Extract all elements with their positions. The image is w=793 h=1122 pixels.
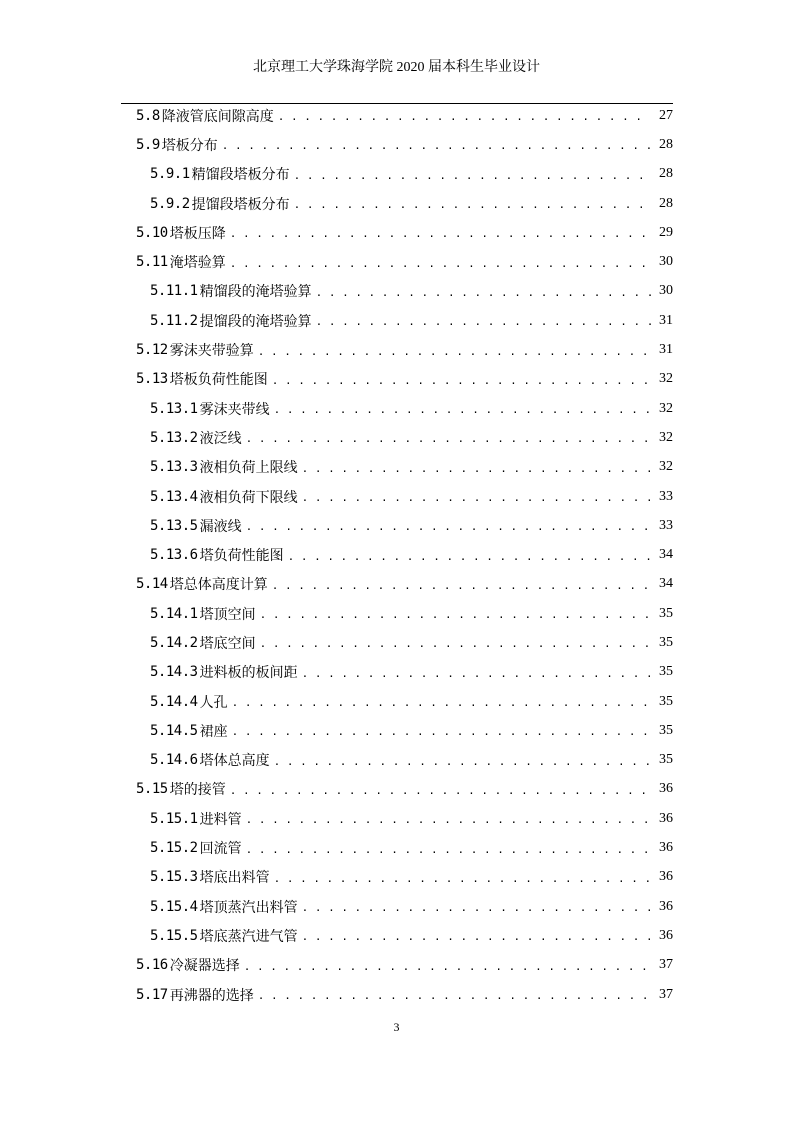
toc-entry-page: 36 bbox=[659, 781, 673, 797]
toc-dot-leader bbox=[222, 139, 651, 152]
toc-entry-number: 5.15.3 bbox=[150, 869, 198, 886]
toc-entry-title: 塔体总高度 bbox=[199, 753, 270, 770]
toc-entry[interactable] bbox=[136, 130, 673, 159]
toc-entry[interactable] bbox=[136, 687, 673, 716]
toc-entry-page: 29 bbox=[659, 224, 673, 240]
toc-entry-page: 35 bbox=[659, 634, 673, 650]
toc-dot-leader bbox=[230, 784, 651, 797]
toc-entry-number: 5.14.5 bbox=[150, 722, 198, 739]
toc-entry[interactable] bbox=[136, 365, 673, 394]
toc-dot-leader bbox=[232, 696, 651, 709]
toc-entry-page: 35 bbox=[659, 752, 673, 768]
toc-entry-title: 塔的接管 bbox=[169, 782, 226, 799]
toc-entry-title: 精馏段塔板分布 bbox=[191, 167, 290, 184]
toc-dot-leader bbox=[274, 403, 651, 416]
toc-dot-leader bbox=[302, 667, 651, 680]
toc-entry-page: 37 bbox=[659, 957, 673, 973]
toc-dot-leader bbox=[246, 813, 651, 826]
toc-entry-number: 5.13.5 bbox=[150, 517, 198, 534]
toc-entry-page: 33 bbox=[659, 517, 673, 533]
toc-entry-title: 提馏段的淹塔验算 bbox=[199, 313, 312, 330]
toc-entry-number: 5.15.1 bbox=[150, 810, 198, 827]
toc-entry-page: 28 bbox=[659, 195, 673, 211]
running-header: 北京理工大学珠海学院 2020 届本科生毕业设计 bbox=[253, 60, 540, 75]
toc-entry[interactable] bbox=[136, 511, 673, 540]
toc-entry[interactable] bbox=[136, 335, 673, 364]
toc-dot-leader bbox=[302, 901, 651, 914]
toc-entry[interactable] bbox=[136, 540, 673, 569]
toc-entry-number: 5.15.5 bbox=[150, 927, 198, 944]
toc-entry[interactable] bbox=[136, 453, 673, 482]
toc-dot-leader bbox=[246, 843, 651, 856]
toc-entry-number: 5.17 bbox=[136, 986, 168, 1003]
toc-entry-number: 5.12 bbox=[136, 342, 168, 359]
toc-entry[interactable] bbox=[136, 863, 673, 892]
toc-entry-number: 5.15.2 bbox=[150, 840, 198, 857]
toc-entry-number: 5.13.6 bbox=[150, 547, 198, 564]
toc-entry-number: 5.11.1 bbox=[150, 283, 198, 300]
toc-entry[interactable] bbox=[136, 951, 673, 980]
toc-dot-leader bbox=[246, 432, 651, 445]
toc-entry-number: 5.13 bbox=[136, 371, 168, 388]
toc-entry-number: 5.9.2 bbox=[150, 195, 190, 212]
toc-entry-title: 液相负荷下限线 bbox=[199, 489, 298, 506]
toc-entry-page: 32 bbox=[659, 371, 673, 387]
toc-entry-title: 精馏段的淹塔验算 bbox=[199, 284, 312, 301]
toc-entry-title: 雾沫夹带验算 bbox=[169, 343, 254, 360]
toc-entry-page: 36 bbox=[659, 898, 673, 914]
toc-entry-number: 5.14.1 bbox=[150, 605, 198, 622]
toc-dot-leader bbox=[244, 960, 651, 973]
toc-entry[interactable] bbox=[136, 423, 673, 452]
toc-dot-leader bbox=[302, 930, 651, 943]
toc-entry[interactable] bbox=[136, 980, 673, 1009]
toc-entry-number: 5.13.2 bbox=[150, 429, 198, 446]
toc-entry-title: 进料板的板间距 bbox=[199, 665, 298, 682]
toc-entry-title: 人孔 bbox=[199, 694, 228, 711]
toc-dot-leader bbox=[258, 989, 651, 1002]
toc-entry-title: 进料管 bbox=[199, 811, 242, 828]
toc-entry-page: 31 bbox=[659, 342, 673, 358]
toc-dot-leader bbox=[272, 374, 651, 387]
toc-dot-leader bbox=[274, 872, 651, 885]
toc-dot-leader bbox=[288, 550, 651, 563]
toc-entry-title: 塔顶蒸汽出料管 bbox=[199, 899, 298, 916]
toc-entry-number: 5.14.2 bbox=[150, 634, 198, 651]
toc-entry[interactable] bbox=[136, 160, 673, 189]
toc-entry-title: 塔板负荷性能图 bbox=[169, 372, 268, 389]
toc-entry-page: 35 bbox=[659, 693, 673, 709]
toc-entry[interactable] bbox=[136, 599, 673, 628]
toc-dot-leader bbox=[302, 491, 651, 504]
toc-dot-leader bbox=[232, 725, 651, 738]
toc-dot-leader bbox=[230, 257, 651, 270]
table-of-contents bbox=[136, 101, 673, 1009]
toc-dot-leader bbox=[258, 345, 651, 358]
toc-dot-leader bbox=[278, 110, 651, 123]
toc-entry-page: 32 bbox=[659, 459, 673, 475]
toc-entry-number: 5.9 bbox=[136, 136, 160, 153]
toc-entry-title: 液泛线 bbox=[199, 430, 242, 447]
toc-entry-page: 37 bbox=[659, 986, 673, 1002]
toc-dot-leader bbox=[316, 286, 651, 299]
toc-entry[interactable] bbox=[136, 775, 673, 804]
toc-entry-title: 塔负荷性能图 bbox=[199, 548, 284, 565]
toc-entry-page: 28 bbox=[659, 166, 673, 182]
toc-entry-title: 再沸器的选择 bbox=[169, 987, 254, 1004]
toc-entry-title: 塔底空间 bbox=[199, 635, 256, 652]
toc-entry-title: 液相负荷上限线 bbox=[199, 460, 298, 477]
toc-entry-page: 36 bbox=[659, 869, 673, 885]
toc-entry-number: 5.15.4 bbox=[150, 898, 198, 915]
page-number: 3 bbox=[393, 1020, 400, 1034]
toc-entry-title: 塔底蒸汽进气管 bbox=[199, 928, 298, 945]
toc-entry-number: 5.15 bbox=[136, 781, 168, 798]
toc-dot-leader bbox=[246, 520, 651, 533]
toc-dot-leader bbox=[230, 227, 651, 240]
toc-entry[interactable] bbox=[136, 218, 673, 247]
toc-entry[interactable] bbox=[136, 804, 673, 833]
toc-entry[interactable] bbox=[136, 892, 673, 921]
toc-entry-number: 5.14 bbox=[136, 576, 168, 593]
toc-entry-page: 35 bbox=[659, 605, 673, 621]
toc-entry-title: 塔总体高度计算 bbox=[169, 577, 268, 594]
toc-entry-number: 5.14.4 bbox=[150, 693, 198, 710]
toc-entry-page: 30 bbox=[659, 254, 673, 270]
toc-dot-leader bbox=[302, 462, 651, 475]
toc-entry-number: 5.14.3 bbox=[150, 664, 198, 681]
toc-entry-title: 提馏段塔板分布 bbox=[191, 196, 290, 213]
toc-entry-page: 27 bbox=[659, 107, 673, 123]
toc-entry-page: 32 bbox=[659, 429, 673, 445]
toc-entry-page: 36 bbox=[659, 810, 673, 826]
toc-entry-number: 5.11 bbox=[136, 254, 168, 271]
toc-entry[interactable] bbox=[136, 306, 673, 335]
toc-entry[interactable] bbox=[136, 189, 673, 218]
toc-entry-page: 36 bbox=[659, 927, 673, 943]
toc-dot-leader bbox=[294, 198, 651, 211]
toc-entry[interactable] bbox=[136, 628, 673, 657]
toc-entry-title: 冷凝器选择 bbox=[169, 958, 240, 975]
toc-dot-leader bbox=[272, 579, 651, 592]
toc-entry[interactable] bbox=[136, 247, 673, 276]
toc-entry-page: 35 bbox=[659, 664, 673, 680]
toc-dot-leader bbox=[274, 755, 651, 768]
toc-dot-leader bbox=[260, 608, 651, 621]
toc-entry-number: 5.14.6 bbox=[150, 752, 198, 769]
toc-entry[interactable] bbox=[136, 921, 673, 950]
toc-entry-title: 裙座 bbox=[199, 723, 228, 740]
toc-entry-number: 5.8 bbox=[136, 107, 160, 124]
toc-entry-title: 雾沫夹带线 bbox=[199, 401, 270, 418]
toc-entry[interactable] bbox=[136, 716, 673, 745]
toc-entry-number: 5.16 bbox=[136, 957, 168, 974]
toc-entry[interactable] bbox=[136, 482, 673, 511]
toc-entry-page: 35 bbox=[659, 722, 673, 738]
toc-dot-leader bbox=[294, 169, 651, 182]
toc-entry-title: 塔顶空间 bbox=[199, 606, 256, 623]
toc-entry-title: 淹塔验算 bbox=[169, 255, 226, 272]
toc-entry-number: 5.10 bbox=[136, 224, 168, 241]
toc-entry[interactable] bbox=[136, 277, 673, 306]
toc-entry-number: 5.13.1 bbox=[150, 400, 198, 417]
toc-entry-title: 塔板压降 bbox=[169, 225, 226, 242]
toc-entry-page: 31 bbox=[659, 312, 673, 328]
toc-entry-page: 30 bbox=[659, 283, 673, 299]
toc-entry-title: 塔板分布 bbox=[161, 137, 218, 154]
toc-entry-page: 34 bbox=[659, 547, 673, 563]
toc-entry-number: 5.11.2 bbox=[150, 312, 198, 329]
toc-entry-title: 漏液线 bbox=[199, 518, 242, 535]
toc-entry-title: 塔底出料管 bbox=[199, 870, 270, 887]
toc-entry[interactable] bbox=[136, 394, 673, 423]
toc-entry[interactable] bbox=[136, 101, 673, 130]
toc-entry-page: 33 bbox=[659, 488, 673, 504]
toc-entry[interactable] bbox=[136, 833, 673, 862]
toc-entry-number: 5.13.3 bbox=[150, 459, 198, 476]
toc-entry-page: 32 bbox=[659, 400, 673, 416]
toc-entry-title: 降液管底间隙高度 bbox=[161, 108, 274, 125]
toc-entry-page: 28 bbox=[659, 136, 673, 152]
toc-entry[interactable] bbox=[136, 746, 673, 775]
toc-entry[interactable] bbox=[136, 570, 673, 599]
toc-entry[interactable] bbox=[136, 658, 673, 687]
toc-dot-leader bbox=[260, 637, 651, 650]
toc-entry-number: 5.9.1 bbox=[150, 166, 190, 183]
toc-entry-title: 回流管 bbox=[199, 841, 242, 858]
toc-entry-page: 34 bbox=[659, 576, 673, 592]
toc-dot-leader bbox=[316, 315, 651, 328]
toc-entry-number: 5.13.4 bbox=[150, 488, 198, 505]
toc-entry-page: 36 bbox=[659, 840, 673, 856]
